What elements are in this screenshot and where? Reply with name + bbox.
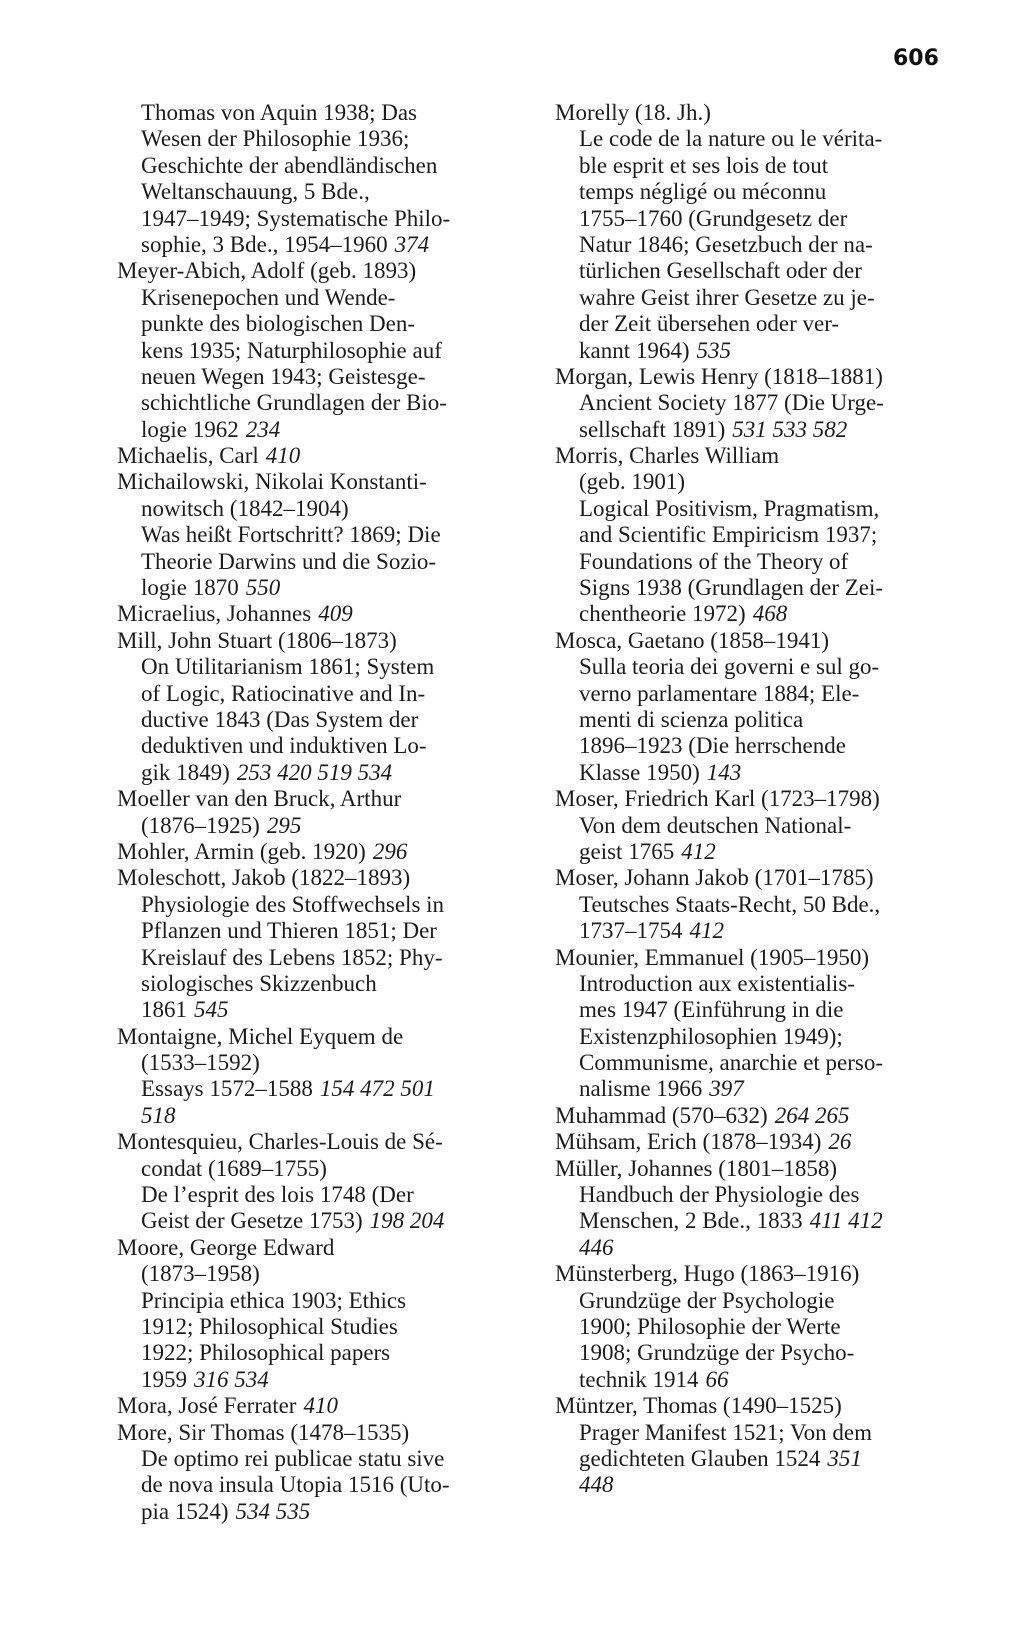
index-subline (555, 681, 955, 707)
index-subline (555, 179, 955, 205)
index-entry-heading (117, 1129, 517, 1155)
index-entry-heading (555, 1156, 955, 1182)
entry-text: Thomas von Aquin 1938; Das (141, 100, 417, 125)
index-entry-heading (117, 601, 517, 627)
index-subline (117, 1472, 517, 1498)
index-subline (117, 1261, 517, 1287)
entry-text: (geb. 1901) (579, 469, 686, 495)
entry-text: kens 1935; Naturphilosophie auf (141, 337, 442, 363)
page-references: 397 (709, 1076, 744, 1102)
entry-text: Moser, Friedrich Karl (1723–1798) (555, 786, 880, 812)
entry-text: Montesquieu, Charles-Louis de Sé- (117, 1129, 443, 1155)
index-subline (555, 601, 955, 627)
entry-text: 1947–1949; Systematische Philo- (141, 205, 451, 231)
entry-text: türlichen Gesellschaft oder der (579, 258, 862, 284)
index-entry-heading (555, 945, 955, 971)
right-column (555, 100, 955, 1499)
entry-text: deduktiven und induktiven Lo- (141, 733, 427, 759)
index-subline (555, 892, 955, 918)
entry-text: siologisches Skizzenbuch (141, 970, 377, 996)
entry-text: logie 1870 (141, 575, 239, 601)
entry-text: punkte des biologischen Den- (141, 311, 416, 337)
index-subline (117, 179, 517, 205)
index-entry-heading (555, 628, 955, 654)
entry-text: De l’esprit des lois 1748 (Der (141, 1182, 414, 1208)
page-references: 545 (194, 997, 229, 1023)
index-subline (555, 390, 955, 416)
index-subline (555, 338, 955, 364)
index-subline (117, 1288, 517, 1314)
entry-text: 1900; Philosophie der Werte (579, 1313, 841, 1339)
index-subline (117, 1182, 517, 1208)
page-references: 446 (579, 1234, 614, 1260)
index-entry-heading (555, 1103, 955, 1129)
entry-text: Mühsam, Erich (1878–1934) (555, 1129, 822, 1155)
index-subline (555, 1446, 955, 1472)
index-subline (117, 997, 517, 1023)
entry-text: logie 1962 (141, 416, 239, 442)
page-references: 143 (706, 759, 742, 785)
entry-text: kannt 1964) (579, 337, 690, 363)
page-references: 468 (752, 601, 788, 627)
page-references: 409 (318, 601, 353, 627)
entry-text: wahre Geist ihrer Gesetze zu je- (579, 284, 875, 310)
index-subline (117, 522, 517, 548)
entry-text: Von dem deutschen National- (579, 812, 852, 838)
entry-text: der Zeit übersehen oder ver- (579, 311, 840, 337)
page-references: 374 (394, 231, 430, 257)
entry-text: 1922; Philosophical papers (141, 1340, 391, 1366)
entry-text: Michaelis, Carl (117, 443, 259, 469)
index-subline (117, 285, 517, 311)
index-subline (555, 549, 955, 575)
index-subline (117, 1208, 517, 1234)
index-entry-heading (117, 258, 517, 284)
entry-text: ble esprit et ses lois de tout (579, 152, 829, 178)
index-subline (117, 760, 517, 786)
entry-text: 1755–1760 (Grundgesetz der (579, 205, 848, 231)
index-subline (555, 1182, 955, 1208)
index-subline (555, 1420, 955, 1446)
index-subline (117, 153, 517, 179)
index-subline (555, 126, 955, 152)
index-subline (117, 126, 517, 152)
index-entry-heading (555, 1393, 955, 1419)
index-subline (555, 575, 955, 601)
page-references: 448 (579, 1472, 614, 1498)
entry-text: Mora, José Ferrater (117, 1393, 297, 1419)
page-references: 316 534 (194, 1366, 269, 1392)
index-entry-heading (117, 839, 517, 865)
entry-text: Prager Manifest 1521; Von dem (579, 1419, 873, 1445)
index-subline (555, 1208, 955, 1234)
index-entry-heading (117, 786, 517, 812)
entry-text: Müntzer, Thomas (1490–1525) (555, 1393, 842, 1419)
entry-text: Moleschott, Jakob (1822–1893) (117, 865, 411, 891)
entry-text: sellschaft 1891) (579, 416, 726, 442)
index-subline (117, 232, 517, 258)
index-subline (117, 1446, 517, 1472)
entry-text: Menschen, 2 Bde., 1833 (579, 1208, 803, 1234)
page-references: 550 (245, 575, 281, 601)
index-subline (117, 892, 517, 918)
entry-text: (1873–1958) (141, 1261, 260, 1287)
page-references: 351 (827, 1445, 862, 1471)
entry-text: 1861 (141, 997, 187, 1023)
index-subline (555, 733, 955, 759)
index-subline (117, 971, 517, 997)
entry-text: and Scientific Empiricism 1937; (579, 522, 878, 548)
entry-text: 1737–1754 (579, 918, 683, 944)
page-number: 606 (893, 46, 939, 71)
index-subline (117, 1314, 517, 1340)
page-references: 534 535 (235, 1498, 311, 1524)
page-references: 531 533 582 (732, 416, 848, 442)
entry-text: Krisenepochen und Wende- (141, 284, 396, 310)
page-references: 412 (689, 918, 724, 944)
index-subline (555, 1367, 955, 1393)
entry-text: Grundzüge der Psychologie (579, 1287, 835, 1313)
page-references: 410 (265, 443, 301, 469)
entry-text: 1896–1923 (Die herrschende (579, 733, 846, 759)
index-subline (117, 813, 517, 839)
index-subline (117, 390, 517, 416)
index-subline (555, 153, 955, 179)
entry-text: temps négligé ou méconnu (579, 179, 827, 205)
entry-text: Kreislauf des Lebens 1852; Phy- (141, 944, 443, 970)
entry-text: 1912; Philosophical Studies (141, 1313, 398, 1339)
entry-text: Münsterberg, Hugo (1863–1916) (555, 1261, 860, 1287)
index-entry-heading (117, 443, 517, 469)
index-subline (555, 918, 955, 944)
index-subline (555, 311, 955, 337)
index-subline (117, 733, 517, 759)
entry-text: (1876–1925) (141, 812, 260, 838)
index-subline (117, 417, 517, 443)
index-subline (555, 496, 955, 522)
index-subline (117, 338, 517, 364)
entry-text: More, Sir Thomas (1478–1535) (117, 1419, 410, 1445)
index-subline (555, 1472, 955, 1498)
index-subline (555, 285, 955, 311)
entry-text: gik 1849) (141, 759, 230, 785)
index-subline (117, 1367, 517, 1393)
entry-text: Sulla teoria dei governi e sul go- (579, 654, 880, 680)
index-entry-heading (555, 100, 955, 126)
index-entry-heading (117, 1235, 517, 1261)
entry-text: ductive 1843 (Das System der (141, 706, 419, 732)
entry-text: Mill, John Stuart (1806–1873) (117, 627, 397, 653)
entry-text: chentheorie 1972) (579, 601, 746, 627)
page-references: 26 (828, 1129, 852, 1155)
entry-text: 1908; Grundzüge der Psycho- (579, 1340, 855, 1366)
page-references: 264 265 (774, 1102, 850, 1128)
index-subline (117, 1156, 517, 1182)
index-subline (555, 1076, 955, 1102)
index-subline (117, 707, 517, 733)
index-subline (555, 1288, 955, 1314)
entry-text: gedichteten Glauben 1524 (579, 1445, 821, 1471)
entry-text: Communisme, anarchie et perso- (579, 1050, 884, 1076)
page-references: 518 (141, 1102, 176, 1128)
index-subline (555, 1314, 955, 1340)
entry-text: Signs 1938 (Grundlagen der Zei- (579, 575, 884, 601)
index-subline (555, 1340, 955, 1366)
index-subline (117, 1499, 517, 1525)
index-subline (117, 945, 517, 971)
entry-text: Essays 1572–1588 (141, 1076, 313, 1102)
index-subline (555, 1050, 955, 1076)
index-subline (555, 839, 955, 865)
page-references: 234 (245, 416, 281, 442)
index-subline (555, 760, 955, 786)
page-references: 154 472 501 (319, 1076, 435, 1102)
entry-text: Mounier, Emmanuel (1905–1950) (555, 944, 869, 970)
index-subline (555, 654, 955, 680)
entry-text: Existenzphilosophien 1949); (579, 1023, 843, 1049)
page-references: 411 412 (809, 1208, 883, 1234)
left-column (117, 100, 517, 1525)
index-subline (117, 100, 517, 126)
entry-text: schichtliche Grundlagen der Bio- (141, 390, 447, 416)
page-references: 296 (372, 838, 408, 864)
index-subline (117, 206, 517, 232)
entry-text: Principia ethica 1903; Ethics (141, 1287, 407, 1313)
entry-text: Geschichte der abendländischen (141, 152, 438, 178)
entry-text: Handbuch der Physiologie des (579, 1182, 860, 1208)
index-subline (555, 813, 955, 839)
index-subline (117, 496, 517, 522)
entry-text: Le code de la nature ou le vérita- (579, 126, 883, 152)
page-references: 66 (705, 1366, 729, 1392)
entry-text: Meyer-Abich, Adolf (geb. 1893) (117, 258, 417, 284)
index-subline (555, 417, 955, 443)
index-entry-heading (117, 469, 517, 495)
entry-text: sophie, 3 Bde., 1954–1960 (141, 231, 388, 257)
entry-text: Wesen der Philosophie 1936; (141, 126, 410, 152)
entry-text: Mohler, Armin (geb. 1920) (117, 838, 366, 864)
entry-text: Muhammad (570–632) (555, 1102, 768, 1128)
entry-text: Pflanzen und Thieren 1851; Der (141, 918, 437, 944)
index-subline (117, 654, 517, 680)
entry-text: Was heißt Fortschritt? 1869; Die (141, 522, 441, 548)
entry-text: On Utilitarianism 1861; System (141, 654, 435, 680)
page-references: 412 (681, 838, 716, 864)
page-references: 253 420 519 534 (236, 759, 393, 785)
index-subline (117, 1076, 517, 1102)
entry-text: Klasse 1950) (579, 759, 700, 785)
entry-text: Foundations of the Theory of (579, 548, 849, 574)
entry-text: Müller, Johannes (1801–1858) (555, 1155, 838, 1181)
index-entry-heading (117, 1420, 517, 1446)
entry-text: of Logic, Ratiocinative and In- (141, 680, 426, 706)
index-subline (555, 997, 955, 1023)
index-subline (555, 1235, 955, 1261)
index-subline (555, 232, 955, 258)
index-subline (555, 1024, 955, 1050)
index-entry-heading (555, 786, 955, 812)
entry-text: geist 1765 (579, 838, 675, 864)
entry-text: Physiologie des Stoffwechsels in (141, 891, 445, 917)
index-entry-heading (555, 1261, 955, 1287)
entry-text: Theorie Darwins und die Sozio- (141, 548, 437, 574)
entry-text: verno parlamentare 1884; Ele- (579, 680, 860, 706)
entry-text: Natur 1846; Gesetzbuch der na- (579, 231, 873, 257)
index-subline (117, 364, 517, 390)
index-subline (117, 1103, 517, 1129)
entry-text: condat (1689–1755) (141, 1155, 327, 1181)
entry-text: Morgan, Lewis Henry (1818–1881) (555, 363, 883, 389)
entry-text: Weltanschauung, 5 Bde., (141, 179, 370, 205)
entry-text: Micraelius, Johannes (117, 601, 312, 627)
page-references: 295 (266, 812, 302, 838)
index-entry-heading (117, 628, 517, 654)
index-subline (117, 311, 517, 337)
page-references: 410 (303, 1393, 338, 1419)
entry-text: 1959 (141, 1366, 187, 1392)
index-subline (555, 469, 955, 495)
index-subline (117, 549, 517, 575)
entry-text: Logical Positivism, Pragmatism, (579, 495, 880, 521)
entry-text: Mosca, Gaetano (1858–1941) (555, 627, 830, 653)
entry-text: Morris, Charles William (555, 443, 780, 469)
index-entry-heading (117, 1024, 517, 1050)
page-references: 198 204 (369, 1208, 445, 1234)
entry-text: neuen Wegen 1943; Geistesge- (141, 363, 426, 389)
entry-text: technik 1914 (579, 1366, 699, 1392)
entry-text: Michailowski, Nikolai Konstanti- (117, 469, 427, 495)
index-subline (555, 707, 955, 733)
entry-text: Teutsches Staats-Recht, 50 Bde., (579, 891, 881, 917)
entry-text: mes 1947 (Einführung in die (579, 997, 844, 1023)
index-subline (555, 206, 955, 232)
index-entry-heading (117, 865, 517, 891)
index-subline (117, 681, 517, 707)
index-subline (117, 918, 517, 944)
entry-text: De optimo rei publicae statu sive (141, 1445, 445, 1471)
entry-text: (1533–1592) (141, 1050, 260, 1076)
entry-text: de nova insula Utopia 1516 (Uto- (141, 1472, 450, 1498)
entry-text: Ancient Society 1877 (Die Urge- (579, 390, 884, 416)
entry-text: pia 1524) (141, 1498, 229, 1524)
index-subline (555, 258, 955, 284)
index-entry-heading (555, 1129, 955, 1155)
entry-text: Introduction aux existentialis- (579, 970, 855, 996)
entry-text: Morelly (18. Jh.) (555, 100, 711, 125)
index-subline (117, 1340, 517, 1366)
entry-text: nalisme 1966 (579, 1076, 703, 1102)
index-entry-heading (117, 1393, 517, 1419)
entry-text: Moeller van den Bruck, Arthur (117, 786, 402, 812)
index-entry-heading (555, 364, 955, 390)
index-subline (117, 575, 517, 601)
index-subline (555, 971, 955, 997)
index-subline (555, 522, 955, 548)
entry-text: Moser, Johann Jakob (1701–1785) (555, 865, 874, 891)
index-subline (117, 1050, 517, 1076)
entry-text: Montaigne, Michel Eyquem de (117, 1023, 404, 1049)
page-references: 535 (696, 337, 732, 363)
entry-text: menti di scienza politica (579, 706, 804, 732)
index-entry-heading (555, 443, 955, 469)
entry-text: Moore, George Edward (117, 1234, 335, 1260)
entry-text: Geist der Gesetze 1753) (141, 1208, 363, 1234)
index-entry-heading (555, 865, 955, 891)
entry-text: nowitsch (1842–1904) (141, 495, 349, 521)
